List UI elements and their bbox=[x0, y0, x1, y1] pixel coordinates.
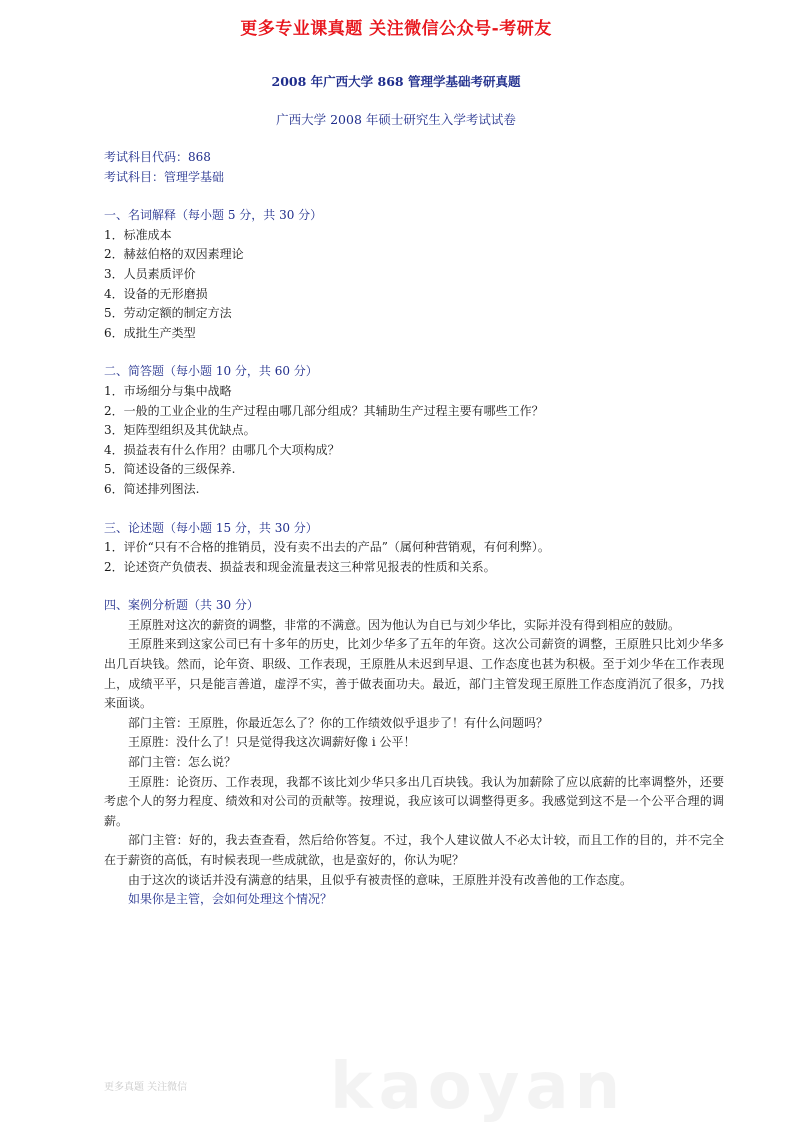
list-item: 6．成批生产类型 bbox=[104, 325, 196, 340]
list-item: 1．评价“只有不合格的推销员，没有卖不出去的产品”（属何种营销观，有何利弊）。 bbox=[104, 540, 550, 555]
page-title: 2008 年广西大学 868 管理学基础考研真题 bbox=[271, 74, 521, 89]
footer-faint-text: 更多真题 关注微信 bbox=[104, 1082, 188, 1093]
subject-name: 考试科目：管理学基础 bbox=[104, 169, 225, 184]
top-banner: 更多专业课真题 关注微信公众号-考研友 bbox=[240, 19, 552, 39]
section-heading: 二、简答题（每小题 10 分，共 60 分） bbox=[104, 364, 318, 379]
list-item: 3．人员素质评价 bbox=[104, 266, 196, 281]
case-paragraph: 王原胜对这次的薪资的调整，非常的不满意。因为他认为自已与刘少华比，实际并没有得到相应的鼓励。 bbox=[128, 617, 681, 632]
case-paragraph: 部门主管：怎么说？ bbox=[128, 755, 237, 770]
section-heading: 三、论述题（每小题 15 分，共 30 分） bbox=[104, 520, 318, 535]
section-case-study bbox=[104, 596, 724, 910]
case-question: 如果你是主管，会如何处理这个情况？ bbox=[128, 892, 333, 907]
exam-content bbox=[104, 148, 724, 910]
list-item: 6．简述排列图法. bbox=[104, 481, 200, 496]
list-item: 1．市场细分与集中战略 bbox=[104, 383, 232, 398]
list-item: 5．简述设备的三级保养. bbox=[104, 462, 236, 477]
case-paragraph: 部门主管：王原胜，你最近怎么了？你的工作绩效似乎退步了！有什么问题吗？ bbox=[128, 715, 549, 730]
subject-code: 考试科目代码：868 bbox=[104, 150, 211, 164]
exam-subtitle: 广西大学 2008 年硕士研究生入学考试试卷 bbox=[276, 112, 516, 127]
list-item: 3．矩阵型组织及其优缺点。 bbox=[104, 423, 256, 438]
section-short-answer bbox=[104, 362, 724, 499]
list-item: 2．赫兹伯格的双因素理论 bbox=[104, 247, 244, 262]
section-terms bbox=[104, 206, 724, 343]
watermark bbox=[330, 1050, 626, 1124]
section-essay bbox=[104, 519, 724, 578]
case-paragraph: 王原胜来到这家公司已有十多年的历史，比刘少华多了五年的年资。这次公司薪资的调整，王原胜只比刘少华多出几百块钱。然而，论年资、职级、工作表现，王原胜从未迟到早退、工作态度也甚为积极。至于刘少华在工作表现上，成绩平平，只是能言善道，虚浮不实，善于做表面功夫。最近，部门主管发现王原胜工作态度消沉了很多，乃找来面谈。 bbox=[104, 637, 724, 711]
list-item: 4．损益表有什么作用？由哪几个大项构成？ bbox=[104, 442, 340, 457]
case-paragraph: 由于这次的谈话并没有满意的结果，且似乎有被责怪的意味，王原胜并没有改善他的工作态度。 bbox=[128, 872, 633, 887]
section-heading: 四、案例分析题（共 30 分） bbox=[104, 598, 259, 613]
case-paragraph: 王原胜：论资历、工作表现，我都不该比刘少华只多出几百块钱。我认为加薪除了应以底薪的比率调整外，还要考虑个人的努力程度、绩效和对公司的贡献等。按理说，我应该可以调整得更多。我感觉到这不是一个公平合理的调薪。 bbox=[104, 774, 724, 828]
list-item: 1．标准成本 bbox=[104, 227, 172, 242]
case-paragraph: 部门主管：好的，我去查查看，然后给你答复。不过，我个人建议做人不必太计较，而且工作的目的，并不完全在于薪资的高低，有时候表现一些成就欲，也是蛮好的，你认为呢？ bbox=[104, 833, 724, 867]
list-item: 5．劳动定额的制定方法 bbox=[104, 306, 232, 321]
list-item: 2．一般的工业企业的生产过程由哪几部分组成？其辅助生产过程主要有哪些工作？ bbox=[104, 403, 544, 418]
list-item: 4．设备的无形磨损 bbox=[104, 286, 208, 301]
list-item: 2．论述资产负债表、损益表和现金流量表这三种常见报表的性质和关系。 bbox=[104, 559, 496, 574]
section-heading: 一、名词解释（每小题 5 分，共 30 分） bbox=[104, 208, 323, 223]
case-paragraph: 王原胜：没什么了！只是觉得我这次调薪好像 i 公平！ bbox=[128, 735, 416, 750]
